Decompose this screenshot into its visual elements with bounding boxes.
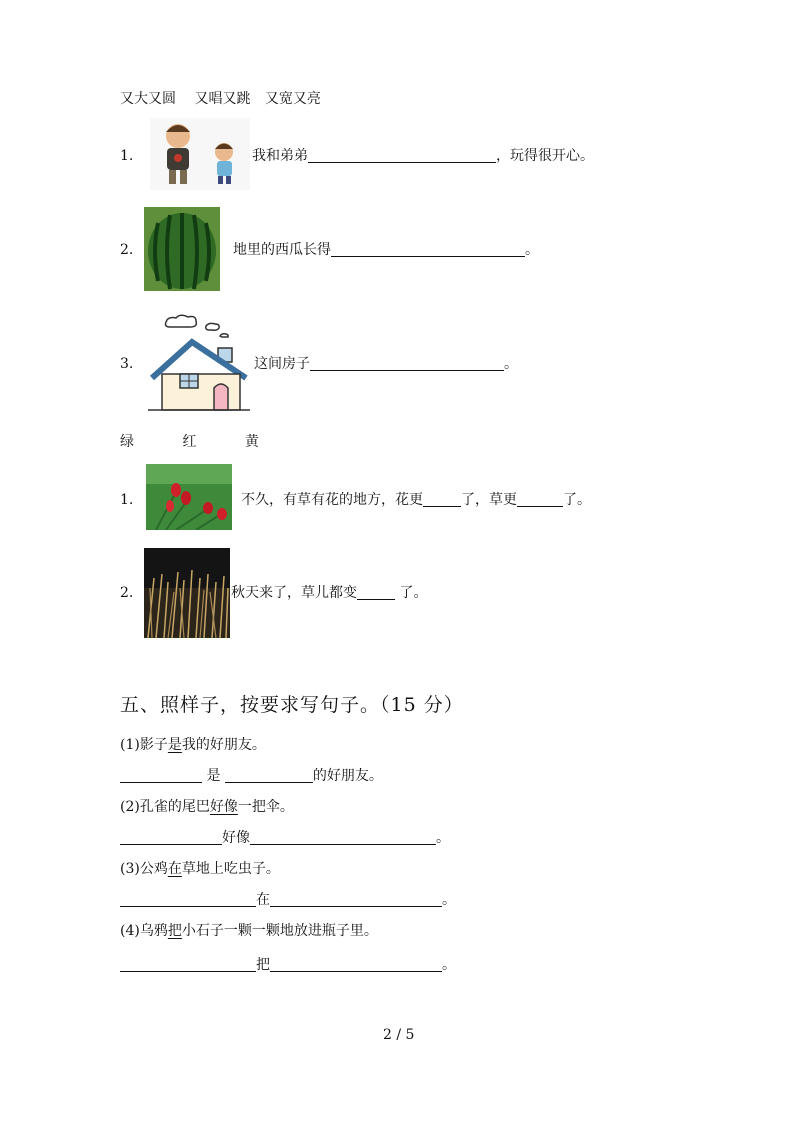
sentence-text: 了，草更	[461, 492, 517, 508]
sentence-1-3	[254, 355, 518, 373]
answer-blank[interactable]	[270, 957, 442, 972]
question-2-1-number: 1.	[120, 492, 134, 508]
exercise-4-answer	[120, 956, 456, 974]
key-word: 是	[167, 737, 182, 753]
example-text: (2)孔雀的尾巴	[120, 799, 210, 815]
exercise-1-example	[120, 736, 266, 754]
autumn-grass-photo	[144, 548, 230, 638]
exercise-1-answer	[120, 767, 383, 785]
sentence-text: 了。	[563, 492, 591, 508]
answer-blank[interactable]	[308, 148, 496, 163]
exercise-4-example	[120, 922, 378, 940]
answer-blank[interactable]	[120, 892, 256, 907]
word-bank-2	[120, 433, 259, 451]
sentence-1-1	[252, 147, 594, 165]
sentence-text: 我和弟弟	[252, 148, 308, 164]
word-bank-item: 又宽又亮	[264, 91, 321, 107]
tulips-photo	[146, 464, 232, 530]
word-bank-item: 红	[182, 434, 197, 450]
answer-blank[interactable]	[357, 585, 395, 600]
answer-blank[interactable]	[517, 492, 563, 507]
sentence-text: 秋天来了，草儿都变	[231, 585, 357, 601]
sentence-text: 不久，有草有花的地方，花更	[241, 492, 423, 508]
sentence-2-2	[231, 584, 427, 602]
question-2-number: 2.	[120, 242, 134, 258]
answer-blank[interactable]	[120, 957, 256, 972]
key-word: 把	[167, 923, 182, 939]
example-text: 我的好朋友。	[181, 737, 266, 753]
answer-keyword: 是	[206, 768, 221, 784]
answer-blank[interactable]	[423, 492, 461, 507]
answer-text: 。	[442, 957, 456, 973]
sentence-text: 了。	[395, 585, 428, 601]
answer-blank[interactable]	[250, 830, 436, 845]
example-text: (3)公鸡	[120, 861, 168, 877]
answer-blank[interactable]	[331, 242, 525, 257]
key-word: 在	[167, 861, 182, 877]
exercise-2-answer	[120, 829, 450, 847]
word-bank-item: 黄	[244, 434, 259, 450]
example-text: (4)乌鸦	[120, 923, 168, 939]
answer-text: 的好朋友。	[312, 768, 383, 784]
word-bank-item: 绿	[120, 434, 134, 450]
example-text: 小石子一颗一颗地放进瓶子里。	[181, 923, 378, 939]
answer-blank[interactable]	[310, 356, 504, 371]
sentence-text: ，玩得很开心。	[496, 148, 594, 164]
answer-text: 。	[436, 830, 450, 846]
key-word: 好像	[209, 799, 238, 815]
answer-keyword: 把	[256, 957, 270, 973]
answer-keyword: 好像	[222, 830, 250, 846]
answer-keyword: 在	[256, 892, 270, 908]
question-1-number: 1.	[120, 148, 134, 164]
house-drawing	[146, 312, 252, 412]
sentence-text: 地里的西瓜长得	[233, 242, 331, 258]
example-text: 草地上吃虫子。	[181, 861, 280, 877]
sentence-text: 。	[504, 356, 518, 372]
word-bank-item: 又唱又跳	[194, 91, 251, 107]
question-3-number: 3.	[120, 356, 134, 372]
page-number: 2 / 5	[383, 1027, 415, 1043]
answer-blank[interactable]	[270, 892, 442, 907]
sentence-text: 。	[525, 242, 539, 258]
boys-illustration	[150, 118, 250, 190]
exercise-3-example	[120, 860, 280, 878]
sentence-1-2	[233, 241, 539, 259]
answer-blank[interactable]	[120, 768, 202, 783]
section-heading: 五、照样子，按要求写句子。（15 分）	[120, 694, 464, 716]
question-2-2-number: 2.	[120, 585, 134, 601]
sentence-text: 这间房子	[254, 356, 310, 372]
example-text: 一把伞。	[237, 799, 294, 815]
exercise-3-answer	[120, 891, 456, 909]
answer-text: 。	[442, 892, 456, 908]
word-bank-item: 又大又圆	[120, 91, 176, 107]
answer-blank[interactable]	[225, 768, 313, 783]
example-text: (1)影子	[120, 737, 168, 753]
sentence-2-1	[241, 491, 591, 509]
answer-blank[interactable]	[120, 830, 222, 845]
word-bank-1	[120, 90, 321, 108]
exercise-2-example	[120, 798, 294, 816]
watermelon-photo	[144, 207, 220, 291]
